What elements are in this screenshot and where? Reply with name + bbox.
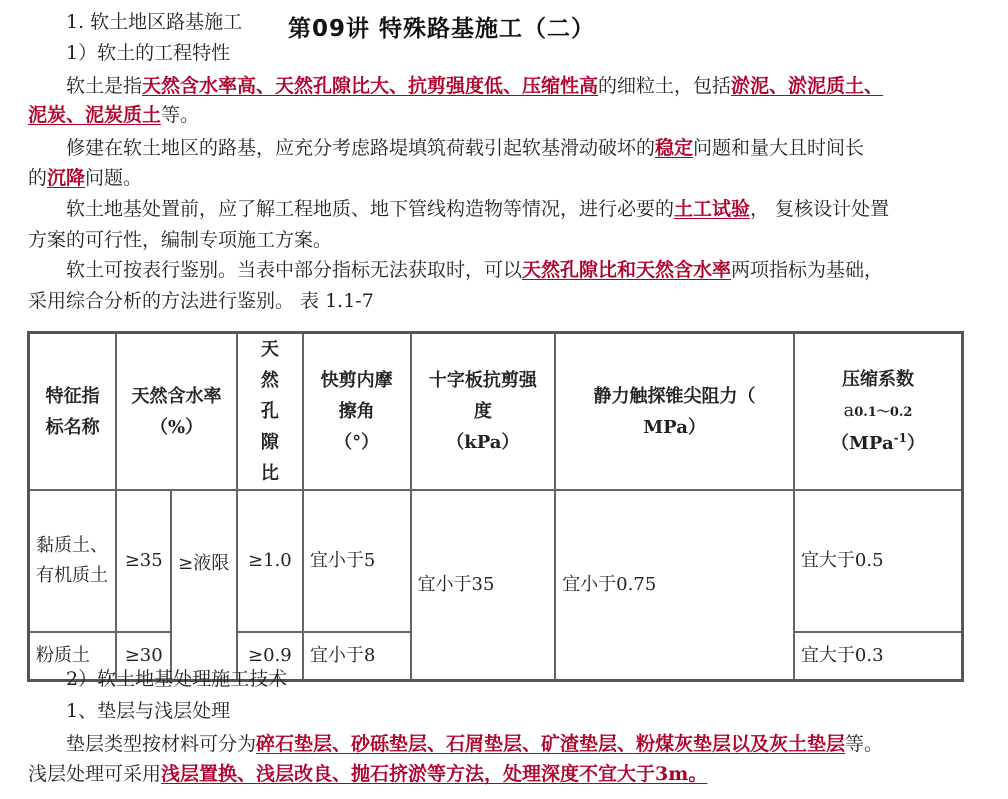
highlight-soft-soil-properties: 天然含水率高、天然孔隙比大、抗剪强度低、压缩性高 xyxy=(142,75,599,97)
header-void-ratio: 天然孔隙比 xyxy=(237,333,303,491)
highlight-key-indicators: 天然孔隙比和天然含水率 xyxy=(522,259,732,281)
header-vane-shear: 十字板抗剪强度 （kPa） xyxy=(411,333,556,491)
highlight-silt-types: 淤泥、淤泥质土、 xyxy=(731,75,884,97)
row-2-name: 粉质土 xyxy=(29,632,117,680)
paragraph-5-line-1: 垫层类型按材料可分为碎石垫层、砂砾垫层、石屑垫层、矿渣垫层、粉煤灰垫层以及灰土垫层等。 xyxy=(66,733,884,755)
paragraph-5-line-2: 浅层处理可采用浅层置换、浅层改良、抛石挤淤等方法，处理深度不宜大于3m。 xyxy=(28,763,708,785)
table-header-row xyxy=(29,333,963,491)
section-2-heading: 2）软土地基处理施工技术 xyxy=(66,668,288,690)
paragraph-2-line-1: 修建在软土地区的路基，应充分考虑路堤填筑荷载引起软基滑动破坏的稳定问题和量大且时间长 xyxy=(66,137,865,159)
row-1-water: ≥35 xyxy=(116,490,171,632)
row-2-compression: 宜大于0.3 xyxy=(794,632,963,680)
header-friction-angle: 快剪内摩擦角 （°） xyxy=(303,333,411,491)
highlight-shallow-treatment: 浅层置换、浅层改良、抛石挤淤等方法，处理深度不宜大于3m。 xyxy=(161,763,708,785)
row-2-shear: 宜小于8 xyxy=(303,632,411,680)
header-water-content: 天然含水率 （%） xyxy=(116,333,237,491)
liquid-limit-cell: ≥液限 xyxy=(171,490,237,680)
row-1-compression: 宜大于0.5 xyxy=(794,490,963,632)
paragraph-4-line-2: 采用综合分析的方法进行鉴别。 表 1.1-7 xyxy=(28,290,374,312)
row-2-void: ≥0.9 xyxy=(237,632,303,680)
row-1-name: 黏质土、有机质土 xyxy=(29,490,117,632)
paragraph-1-line-1: 软土是指天然含水率高、天然孔隙比大、抗剪强度低、压缩性高的细粒土，包括淤泥、淤泥质土、 xyxy=(66,75,884,97)
row-2-water: ≥30 xyxy=(116,632,171,680)
soft-soil-identification-table xyxy=(27,331,964,682)
highlight-cushion-types: 碎石垫层、砂砾垫层、石屑垫层、矿渣垫层、粉煤灰垫层以及灰土垫层 xyxy=(256,733,846,755)
row-1-shear: 宜小于5 xyxy=(303,490,411,632)
table-row xyxy=(29,490,963,632)
paragraph-3-line-1: 软土地基处置前，应了解工程地质、地下管线构造物等情况，进行必要的土工试验， 复核设计处置 xyxy=(66,198,890,220)
paragraph-2-line-2: 的沉降问题。 xyxy=(28,167,143,189)
header-compression-coefficient: 压缩系数 a0.1～0.2 （MPa$^{-1}$） xyxy=(794,333,963,491)
header-cone-resistance: 静力触探锥尖阻力（ MPa） xyxy=(555,333,794,491)
highlight-settlement: 沉降 xyxy=(47,167,86,189)
section-number: 1. 软土地区路基施工 xyxy=(66,11,243,33)
paragraph-3-line-2: 方案的可行性，编制专项施工方案。 xyxy=(28,229,333,251)
subsection-1-heading: 1、垫层与浅层处理 xyxy=(66,700,231,722)
subsection-heading: 1）软土的工程特性 xyxy=(66,42,231,64)
row-1-void: ≥1.0 xyxy=(237,490,303,632)
paragraph-4-line-1: 软土可按表行鉴别。当表中部分指标无法获取时，可以天然孔隙比和天然含水率两项指标为基础， xyxy=(66,259,884,281)
paragraph-1-line-2: 泥炭、泥炭质土等。 xyxy=(28,104,200,126)
highlight-geotechnical-test: 土工试验 xyxy=(674,198,751,220)
highlight-stability: 稳定 xyxy=(655,137,694,159)
vane-shear-cell: 宜小于35 xyxy=(411,490,556,680)
highlight-peat-types: 泥炭、泥炭质土 xyxy=(28,104,162,126)
header-indicator-name: 特征指标名称 xyxy=(29,333,117,491)
page-title: 第09讲 特殊路基施工（二） xyxy=(288,16,596,42)
cone-resistance-cell: 宜小于0.75 xyxy=(555,490,794,680)
